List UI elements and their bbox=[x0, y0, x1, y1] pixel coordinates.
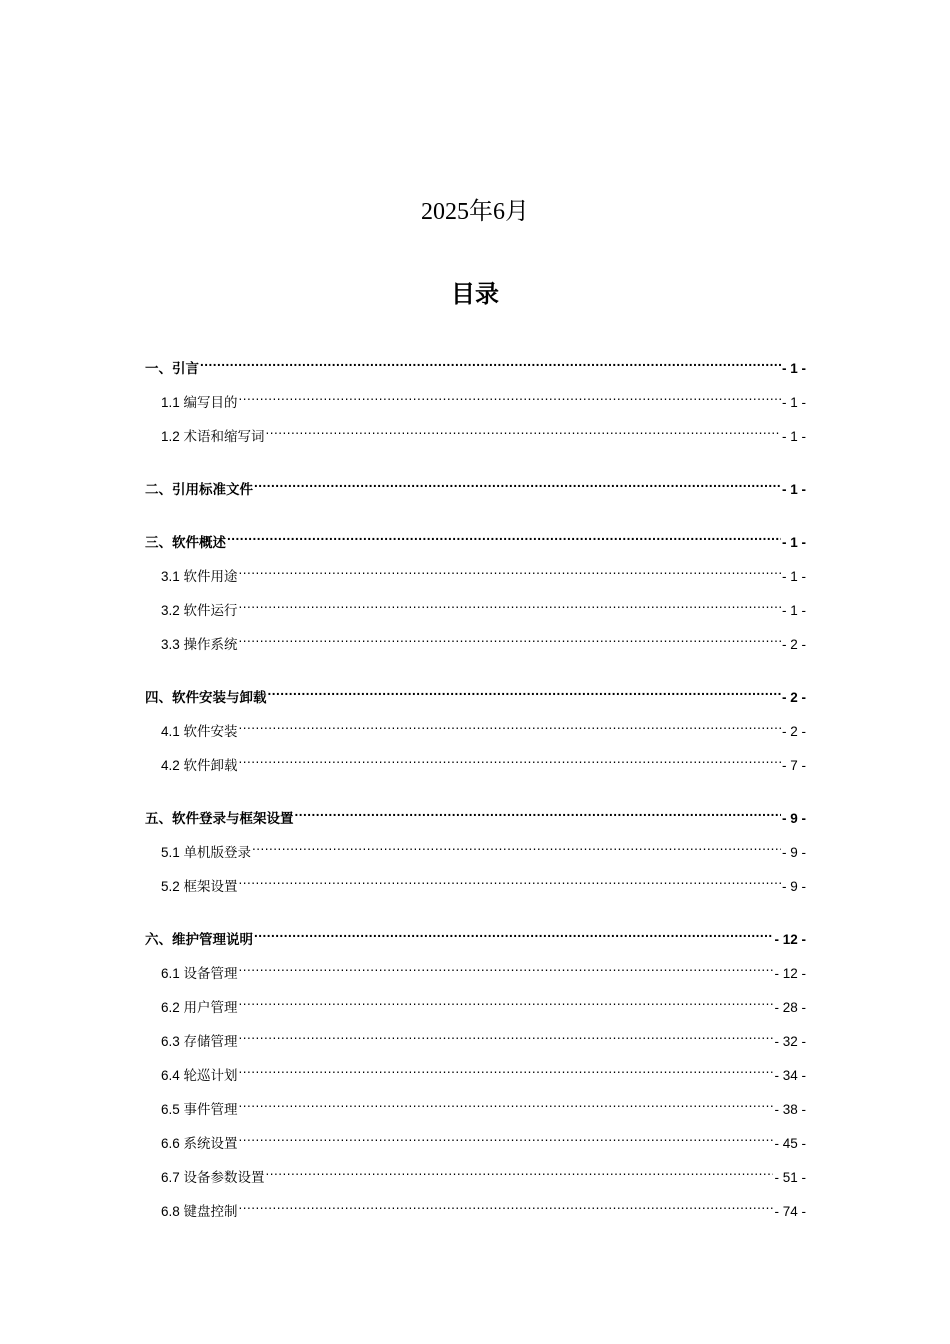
toc-leader bbox=[252, 835, 781, 857]
toc-leader bbox=[239, 385, 781, 407]
toc-entry-page: - 1 - bbox=[781, 361, 806, 376]
toc-entry-label: 3.1 软件用途 bbox=[161, 569, 238, 584]
toc-entry-page: - 51 - bbox=[774, 1170, 806, 1185]
toc-leader bbox=[266, 419, 781, 441]
toc-leader bbox=[239, 593, 781, 615]
toc-entry-page: - 12 - bbox=[774, 932, 806, 947]
toc-entry-label: 5.1 单机版登录 bbox=[161, 845, 252, 860]
toc-entry-label: 6.2 用户管理 bbox=[161, 1000, 238, 1015]
toc-leader bbox=[239, 1024, 774, 1046]
toc-entry-page: - 2 - bbox=[781, 724, 806, 739]
toc-entry-label: 1.2 术语和缩写词 bbox=[161, 429, 265, 444]
toc-entry-page: - 2 - bbox=[781, 690, 806, 705]
toc-entry-label: 6.7 设备参数设置 bbox=[161, 1170, 265, 1185]
toc-entry-label: 六、维护管理说明 bbox=[145, 932, 253, 947]
toc-entry[interactable] bbox=[145, 1194, 806, 1228]
toc-entry-page: - 74 - bbox=[774, 1204, 806, 1219]
toc-leader bbox=[200, 351, 781, 373]
toc-entry[interactable] bbox=[145, 1126, 806, 1160]
toc-entry-label: 4.2 软件卸载 bbox=[161, 758, 238, 773]
toc-entry[interactable] bbox=[145, 748, 806, 782]
toc-entry[interactable] bbox=[145, 869, 806, 903]
toc-leader bbox=[295, 801, 781, 823]
toc-entry-label: 6.4 轮巡计划 bbox=[161, 1068, 238, 1083]
toc-entry-label: 6.6 系统设置 bbox=[161, 1136, 238, 1151]
toc-leader bbox=[239, 748, 781, 770]
toc-entry-label: 一、引言 bbox=[145, 361, 199, 376]
toc-entry-page: - 34 - bbox=[774, 1068, 806, 1083]
toc-entry[interactable] bbox=[145, 1160, 806, 1194]
toc-entry-page: - 1 - bbox=[781, 535, 806, 550]
toc-entry[interactable] bbox=[145, 1092, 806, 1126]
toc-entry-label: 6.1 设备管理 bbox=[161, 966, 238, 981]
toc-entry-label: 6.5 事件管理 bbox=[161, 1102, 238, 1117]
toc-entry-page: - 9 - bbox=[781, 845, 806, 860]
toc-leader bbox=[254, 472, 781, 494]
toc-entry-label: 三、软件概述 bbox=[145, 535, 226, 550]
toc-entry[interactable] bbox=[145, 627, 806, 661]
toc-entry-page: - 28 - bbox=[774, 1000, 806, 1015]
toc-leader bbox=[239, 1058, 774, 1080]
toc-entry-page: - 1 - bbox=[781, 429, 806, 444]
toc-entry-label: 二、引用标准文件 bbox=[145, 482, 253, 497]
toc-entry[interactable] bbox=[145, 801, 806, 835]
toc-leader bbox=[268, 680, 781, 702]
toc-leader bbox=[239, 956, 774, 978]
toc-leader bbox=[227, 525, 781, 547]
toc-entry-page: - 32 - bbox=[774, 1034, 806, 1049]
toc-leader bbox=[239, 627, 781, 649]
toc-entry-page: - 12 - bbox=[774, 966, 806, 981]
toc-leader bbox=[266, 1160, 774, 1182]
toc-entry[interactable] bbox=[145, 956, 806, 990]
toc-entry-page: - 1 - bbox=[781, 569, 806, 584]
toc-entry[interactable] bbox=[145, 419, 806, 453]
toc-leader bbox=[239, 869, 781, 891]
toc-title: 目录 bbox=[451, 280, 499, 308]
toc-entry[interactable] bbox=[145, 680, 806, 714]
toc-entry-label: 4.1 软件安装 bbox=[161, 724, 238, 739]
toc-entry-label: 1.1 编写目的 bbox=[161, 395, 238, 410]
toc-entry[interactable] bbox=[145, 559, 806, 593]
toc-entry-page: - 45 - bbox=[774, 1136, 806, 1151]
toc-leader bbox=[239, 990, 774, 1012]
toc-entry[interactable] bbox=[145, 593, 806, 627]
toc-entry-page: - 1 - bbox=[781, 482, 806, 497]
toc-entry-page: - 1 - bbox=[781, 603, 806, 618]
toc-entry[interactable] bbox=[145, 385, 806, 419]
document-date: 2025年6月 bbox=[421, 199, 529, 225]
toc-entry-page: - 2 - bbox=[781, 637, 806, 652]
toc-entry-label: 3.2 软件运行 bbox=[161, 603, 238, 618]
toc-entry[interactable] bbox=[145, 835, 806, 869]
toc-entry[interactable] bbox=[145, 525, 806, 559]
toc-entry[interactable] bbox=[145, 922, 806, 956]
toc-leader bbox=[239, 1194, 774, 1216]
toc-entry-page: - 9 - bbox=[781, 879, 806, 894]
toc-entry-label: 6.3 存储管理 bbox=[161, 1034, 238, 1049]
toc-entry[interactable] bbox=[145, 990, 806, 1024]
toc-entry[interactable] bbox=[145, 351, 806, 385]
toc-entry-page: - 1 - bbox=[781, 395, 806, 410]
toc-entry-label: 5.2 框架设置 bbox=[161, 879, 238, 894]
toc-entry-page: - 9 - bbox=[781, 811, 806, 826]
toc-leader bbox=[254, 922, 773, 944]
toc-entry[interactable] bbox=[145, 714, 806, 748]
toc-leader bbox=[239, 1092, 774, 1114]
toc-entry-page: - 7 - bbox=[781, 758, 806, 773]
toc-entry[interactable] bbox=[145, 1058, 806, 1092]
toc-entry-label: 四、软件安装与卸载 bbox=[145, 690, 267, 705]
toc-leader bbox=[239, 714, 781, 736]
table-of-contents bbox=[145, 351, 806, 1228]
toc-entry-label: 6.8 键盘控制 bbox=[161, 1204, 238, 1219]
toc-entry-label: 五、软件登录与框架设置 bbox=[145, 811, 294, 826]
toc-leader bbox=[239, 1126, 774, 1148]
toc-entry[interactable] bbox=[145, 1024, 806, 1058]
toc-entry-page: - 38 - bbox=[774, 1102, 806, 1117]
toc-leader bbox=[239, 559, 781, 581]
toc-entry-label: 3.3 操作系统 bbox=[161, 637, 238, 652]
toc-entry[interactable] bbox=[145, 472, 806, 506]
